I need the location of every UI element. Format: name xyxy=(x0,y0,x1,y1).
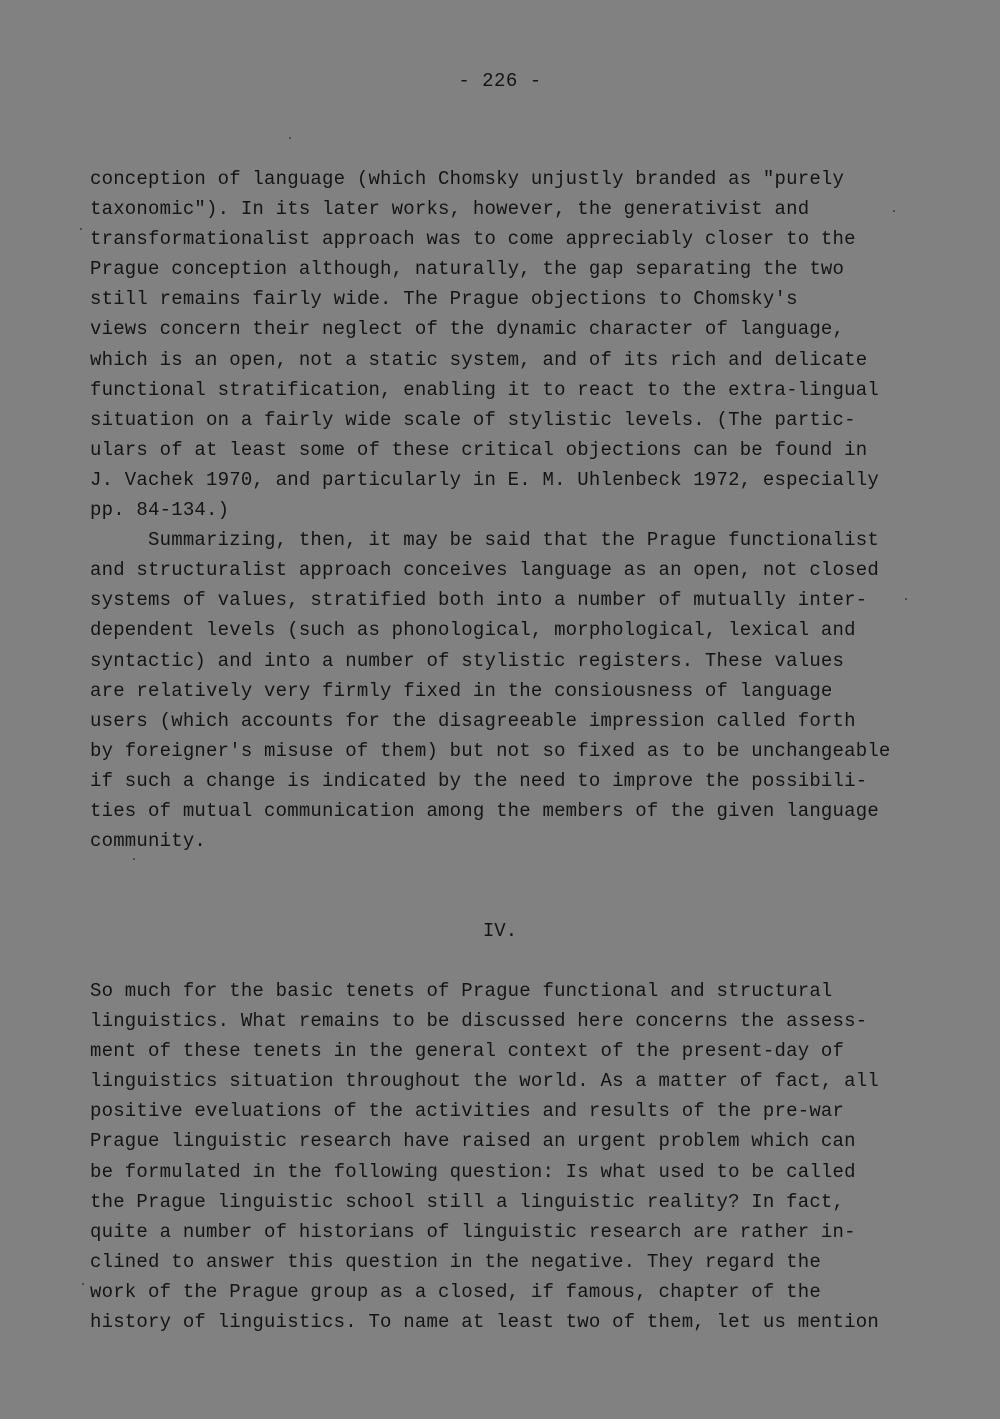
text-line: pp. 84-134.) xyxy=(90,499,230,522)
text-block-1 xyxy=(90,164,891,856)
text-line: transformationalist approach was to come appreciably closer to the xyxy=(90,228,856,251)
scan-speck xyxy=(82,1283,84,1285)
text-line: So much for the basic tenets of Prague functional and structural xyxy=(90,980,833,1002)
text-line: Prague conception although, naturally, the gap separating the two xyxy=(90,258,845,281)
text-line: ment of these tenets in the general context of the present-day of xyxy=(90,1040,845,1063)
text-line: which is an open, not a static system, and of its rich and delicate xyxy=(90,348,868,371)
text-line: be formulated in the following question: Is what used to be called xyxy=(90,1160,856,1183)
text-line: and structuralist approach conceives language as an open, not closed xyxy=(90,559,879,582)
text-line: ties of mutual communication among the members of the given language xyxy=(90,799,879,822)
text-line: situation on a fairly wide scale of stylistic levels. (The partic- xyxy=(90,408,856,431)
text-line: conception of language (which Chomsky unjustly branded as "purely xyxy=(90,168,845,190)
text-line: quite a number of historians of linguistic research are rather in- xyxy=(90,1220,856,1243)
text-line: clined to answer this question in the negative. They regard the xyxy=(90,1250,821,1273)
text-line: linguistics. What remains to be discussed here concerns the assess- xyxy=(90,1010,868,1033)
page-number: - 226 - xyxy=(458,70,542,92)
text-line: by foreigner's misuse of them) but not so fixed as to be unchangeable xyxy=(90,739,891,762)
text-line: ulars of at least some of these critical objections can be found in xyxy=(90,438,868,461)
text-line: if such a change is indicated by the need to improve the possibili- xyxy=(90,769,868,792)
text-line: history of linguistics. To name at least two of them, let us mention xyxy=(90,1311,879,1334)
scan-speck xyxy=(893,210,895,212)
text-line: taxonomic"). In its later works, however, the generativist and xyxy=(90,198,810,221)
text-line: still remains fairly wide. The Prague objections to Chomsky's xyxy=(90,288,798,311)
text-line: are relatively very firmly fixed in the consiousness of language xyxy=(90,679,833,702)
scan-speck xyxy=(905,598,907,600)
text-line: Summarizing, then, it may be said that the Prague functionalist xyxy=(90,529,879,552)
text-line: users (which accounts for the disagreeable impression called forth xyxy=(90,709,856,732)
text-block-2 xyxy=(90,976,879,1337)
scan-speck xyxy=(80,228,82,230)
text-line: positive eveluations of the activities and results of the pre-war xyxy=(90,1100,845,1123)
text-line: linguistics situation throughout the world. As a matter of fact, all xyxy=(90,1070,879,1093)
text-line: systems of values, stratified both into a number of mutually inter- xyxy=(90,589,868,612)
scan-speck xyxy=(289,137,291,139)
text-line: J. Vachek 1970, and particularly in E. M. Uhlenbeck 1972, especially xyxy=(90,468,879,491)
text-line: the Prague linguistic school still a linguistic reality? In fact, xyxy=(90,1190,845,1213)
text-line: work of the Prague group as a closed, if famous, chapter of the xyxy=(90,1280,821,1303)
text-line: views concern their neglect of the dynamic character of language, xyxy=(90,318,845,341)
text-line: dependent levels (such as phonological, morphological, lexical and xyxy=(90,619,856,642)
text-line: community. xyxy=(90,830,207,853)
scan-speck xyxy=(133,858,135,860)
text-line: Prague linguistic research have raised an urgent problem which can xyxy=(90,1130,856,1153)
text-line: functional stratification, enabling it to react to the extra-lingual xyxy=(90,378,879,401)
text-line: syntactic) and into a number of stylistic registers. These values xyxy=(90,649,845,672)
section-heading: IV. xyxy=(482,920,518,942)
